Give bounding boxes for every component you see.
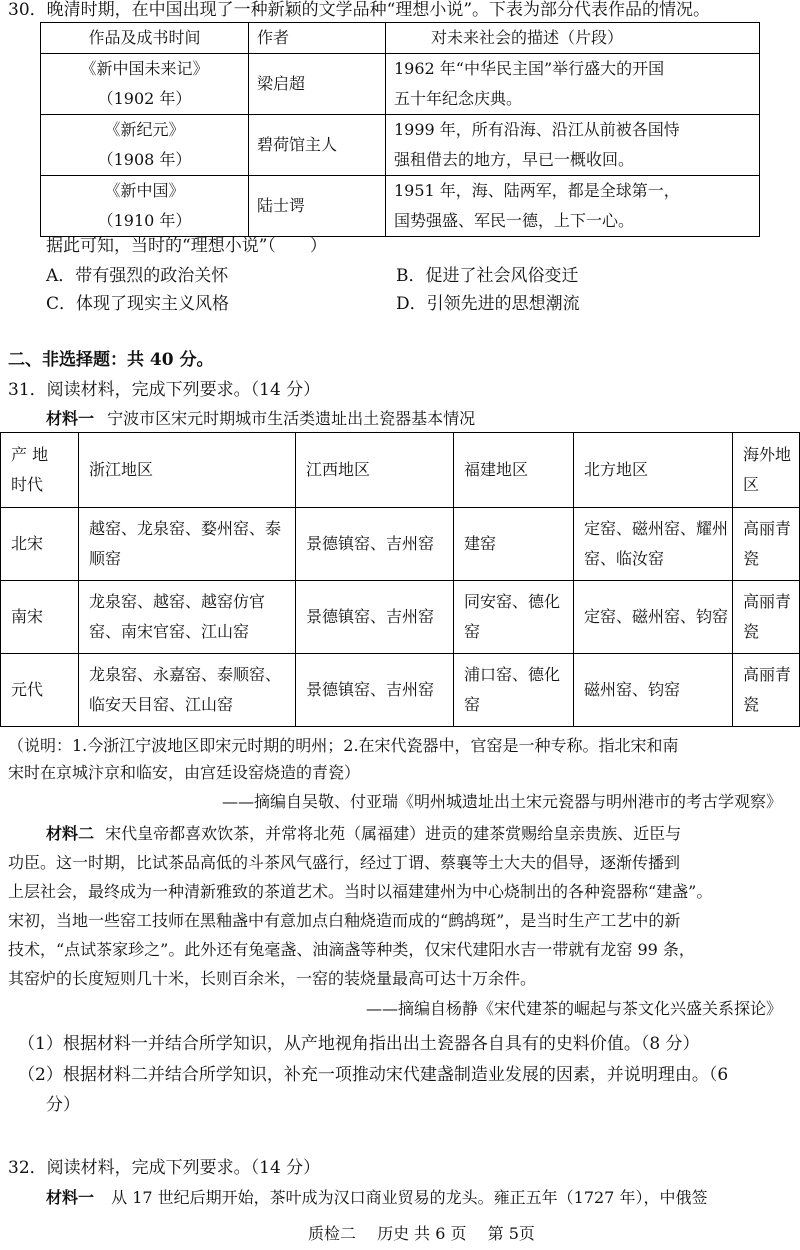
header-fujian: 福建地区 bbox=[454, 433, 574, 508]
material-text: 技术，“点试茶家珍之”。此外还有兔毫盏、油滴盏等种类，仅宋代建阳水吉一带就有龙窑 99 条， bbox=[8, 940, 695, 959]
desc-line: 五十年纪念庆典。 bbox=[394, 89, 523, 108]
desc-line: 国势强盛、军民一德，上下一心。 bbox=[394, 211, 635, 230]
header-author: 作者 bbox=[249, 23, 386, 54]
fujian-cell: 建窑 bbox=[454, 508, 574, 581]
section-title: 二、非选择题：共 40 分。 bbox=[8, 350, 214, 370]
material-label: 材料一 bbox=[46, 409, 95, 428]
jiangxi-cell: 景德镇窑、吉州窑 bbox=[296, 581, 454, 654]
zhejiang-cell: 龙泉窑、越窑、越窑仿官窑、南宋官窑、江山窑 bbox=[79, 581, 296, 654]
work-title: 《新纪元》 bbox=[104, 120, 185, 139]
zhejiang-cell: 龙泉窑、永嘉窑、泰顺窑、临安天目窑、江山窑 bbox=[79, 654, 296, 727]
header-jiangxi: 江西地区 bbox=[296, 433, 454, 508]
work-year: （1902 年） bbox=[97, 89, 192, 108]
work-year: （1910 年） bbox=[97, 211, 192, 230]
work-title: 《新中国》 bbox=[104, 181, 185, 200]
q32-stem: 32．阅读材料，完成下列要求。（14 分） bbox=[8, 1158, 321, 1178]
table-row bbox=[1, 508, 800, 581]
option-c: C．体现了现实主义风格 bbox=[46, 294, 230, 314]
overseas-cell: 高丽青瓷 bbox=[733, 654, 800, 727]
era-cell: 北宋 bbox=[1, 508, 79, 581]
era-cell: 南宋 bbox=[1, 581, 79, 654]
work-author: 陆士谔 bbox=[249, 176, 386, 237]
table-row bbox=[41, 176, 760, 237]
note-line: 宋时在京城汴京和临安，由宫廷设窑烧造的青瓷） bbox=[8, 763, 361, 782]
jiangxi-cell: 景德镇窑、吉州窑 bbox=[296, 508, 454, 581]
material-label: 材料一 bbox=[46, 1188, 95, 1207]
north-cell: 磁州窑、钧窑 bbox=[574, 654, 733, 727]
header-desc: 对未来社会的描述（片段） bbox=[386, 23, 760, 54]
source-citation: ——摘编自杨静《宋代建茶的崛起与茶文化兴盛关系探论》 bbox=[365, 999, 782, 1018]
jiangxi-cell: 景德镇窑、吉州窑 bbox=[296, 654, 454, 727]
work-author: 梁启超 bbox=[249, 54, 386, 115]
corner-cell bbox=[1, 433, 79, 508]
corner-top: 产 地 bbox=[11, 445, 49, 464]
work-title: 《新中国未来记》 bbox=[80, 59, 209, 78]
header-overseas: 海外地区 bbox=[733, 433, 800, 508]
requirement-1: （1）根据材料一并结合所学知识，从产地视角指出出土瓷器各自具有的史料价值。（8 分） bbox=[18, 1034, 700, 1054]
material-text: 宋代皇帝都喜欢饮茶，并常将北苑（属福建）进贡的建茶赏赐给皇亲贵族、近臣与 bbox=[105, 824, 682, 843]
material-title: 宁波市区宋元时期城市生活类遗址出土瓷器基本情况 bbox=[107, 409, 476, 428]
overseas-cell: 高丽青瓷 bbox=[733, 581, 800, 654]
material-text: 从 17 世纪后期开始，茶叶成为汉口商业贸易的龙头。雍正五年（1727 年），中俄签 bbox=[111, 1188, 708, 1207]
era-cell: 元代 bbox=[1, 654, 79, 727]
requirement-2: （2）根据材料二并结合所学知识，补充一项推动宋代建盏制造业发展的因素，并说明理由。（6 bbox=[18, 1065, 729, 1085]
option-a: A．带有强烈的政治关怀 bbox=[46, 266, 229, 286]
q31-table bbox=[0, 432, 800, 727]
work-author: 碧荷馆主人 bbox=[249, 115, 386, 176]
material-text: 宋初，当地一些窑工技师在黑釉盏中有意加点白釉烧造而成的“鹧鸪斑”，是当时生产工艺中的新 bbox=[8, 911, 681, 930]
header-work: 作品及成书时间 bbox=[41, 23, 249, 54]
fujian-cell: 浦口窑、德化窑 bbox=[454, 654, 574, 727]
page-footer: 质检二 历史 共 6 页 第 5页 bbox=[308, 1224, 535, 1243]
table-row bbox=[1, 581, 800, 654]
north-cell: 定窑、磁州窑、耀州窑、临汝窑 bbox=[574, 508, 733, 581]
header-north: 北方地区 bbox=[574, 433, 733, 508]
note-line: （说明：1.今浙江宁波地区即宋元时期的明州；2.在宋代瓷器中，官窑是一种专称。指北宋和南 bbox=[8, 736, 679, 755]
q30-table bbox=[40, 22, 760, 237]
option-b: B．促进了社会风俗变迁 bbox=[396, 266, 579, 286]
material-text: 其窑炉的长度短则几十米，长则百余米，一窑的装烧量最高可达十万余件。 bbox=[8, 969, 537, 988]
table-row bbox=[41, 54, 760, 115]
header-zhejiang: 浙江地区 bbox=[79, 433, 296, 508]
option-d: D．引领先进的思想潮流 bbox=[396, 294, 580, 314]
zhejiang-cell: 越窑、龙泉窑、婺州窑、泰顺窑 bbox=[79, 508, 296, 581]
north-cell: 定窑、磁州窑、钧窑 bbox=[574, 581, 733, 654]
q30-question: 据此可知，当时的“理想小说”（ ） bbox=[46, 236, 327, 256]
material-text: 上层社会，最终成为一种清新雅致的茶道艺术。当时以福建建州为中心烧制出的各种瓷器称“建盏”。 bbox=[8, 882, 713, 901]
table-row bbox=[1, 654, 800, 727]
q31-stem: 31．阅读材料，完成下列要求。（14 分） bbox=[8, 380, 321, 400]
corner-bottom: 时代 bbox=[11, 475, 44, 494]
table-header-row bbox=[41, 23, 760, 54]
requirement-2-cont: 分） bbox=[46, 1095, 80, 1115]
desc-line: 强租借去的地方，早已一概收回。 bbox=[394, 150, 635, 169]
material-text: 功臣。这一时期，比试茶品高低的斗茶风气盛行，经过丁谓、蔡襄等士大夫的倡导，逐渐传播到 bbox=[8, 853, 681, 872]
desc-line: 1962 年“中华民主国”举行盛大的开国 bbox=[394, 59, 665, 78]
source-citation: ——摘编自吴敬、付亚瑞《明州城遗址出土宋元瓷器与明州港市的考古学观察》 bbox=[221, 792, 782, 811]
work-year: （1908 年） bbox=[97, 150, 192, 169]
overseas-cell: 高丽青瓷 bbox=[733, 508, 800, 581]
fujian-cell: 同安窑、德化窑 bbox=[454, 581, 574, 654]
q30-stem: 30．晚清时期，在中国出现了一种新颖的文学品种“理想小说”。下表为部分代表作品的情况。 bbox=[8, 0, 711, 20]
desc-line: 1951 年，海、陆两军，都是全球第一， bbox=[394, 181, 680, 200]
table-header-row bbox=[1, 433, 800, 508]
desc-line: 1999 年，所有沿海、沿江从前被各国恃 bbox=[394, 120, 680, 139]
material-label: 材料二 bbox=[46, 824, 95, 843]
table-row bbox=[41, 115, 760, 176]
